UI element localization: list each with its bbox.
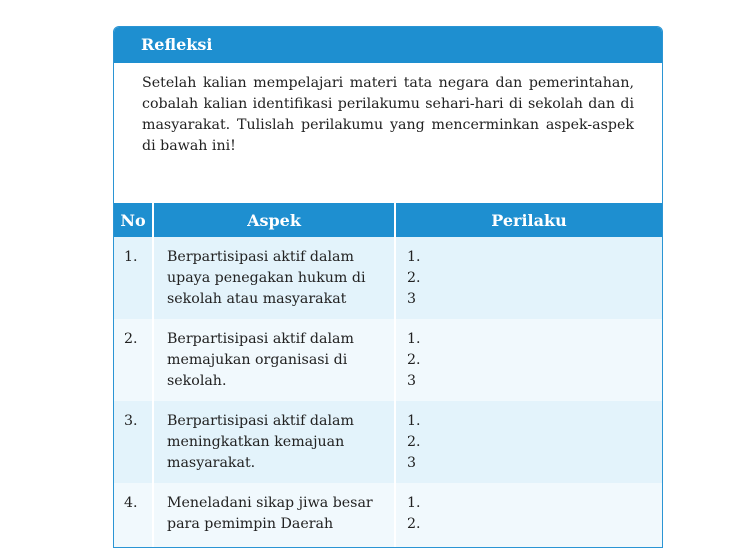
- behavior-item: 2.: [407, 516, 421, 532]
- row-number: 3.: [114, 401, 153, 483]
- behavior-item: 2.: [407, 352, 421, 368]
- table-row: [114, 401, 662, 483]
- behavior-cell: [395, 483, 662, 548]
- row-number: 2.: [114, 319, 153, 401]
- behavior-item: 3: [407, 455, 417, 471]
- aspect-line: Berpartisipasi aktif dalam: [167, 413, 354, 429]
- row-number: 4.: [114, 483, 153, 548]
- behavior-cell: [395, 237, 662, 319]
- table-row: [114, 483, 662, 548]
- behavior-item: 1.: [407, 331, 421, 347]
- aspect-line: Meneladani sikap jiwa besar: [167, 495, 373, 511]
- aspect-line: meningkatkan kemajuan: [167, 434, 345, 450]
- behavior-item: 3: [407, 373, 417, 389]
- table-row: [114, 237, 662, 319]
- behavior-item: 2.: [407, 434, 421, 450]
- aspect-cell: [153, 319, 395, 401]
- behavior-item: 2.: [407, 270, 421, 286]
- behavior-item: 3: [407, 291, 417, 307]
- header-no: No: [114, 203, 153, 237]
- aspect-line: sekolah.: [167, 373, 227, 389]
- aspect-line: upaya penegakan hukum di: [167, 270, 366, 286]
- aspect-line: para pemimpin Daerah: [167, 516, 334, 532]
- reflection-table: [114, 203, 662, 548]
- table-header-row: [114, 203, 662, 237]
- aspect-cell: [153, 401, 395, 483]
- reflection-card: [113, 26, 663, 548]
- aspect-line: masyarakat.: [167, 455, 256, 471]
- behavior-item: 1.: [407, 413, 421, 429]
- aspect-cell: [153, 483, 395, 548]
- aspect-line: Berpartisipasi aktif dalam: [167, 331, 354, 347]
- card-title: Refleksi: [114, 27, 662, 63]
- aspect-line: memajukan organisasi di: [167, 352, 348, 368]
- behavior-cell: [395, 319, 662, 401]
- intro-paragraph: Setelah kalian mempelajari materi tata negara dan pemerintahan, cobalah kalian identifikasi perilakumu sehari-hari di sekolah dan di masyarakat. Tulislah perilakumu yang mencerminkan aspek-aspek di bawah ini!: [142, 75, 634, 154]
- aspect-line: Berpartisipasi aktif dalam: [167, 249, 354, 265]
- header-aspek: Aspek: [153, 203, 395, 237]
- header-perilaku: Perilaku: [395, 203, 662, 237]
- aspect-cell: [153, 237, 395, 319]
- behavior-cell: [395, 401, 662, 483]
- behavior-item: 1.: [407, 495, 421, 511]
- row-number: 1.: [114, 237, 153, 319]
- behavior-item: 1.: [407, 249, 421, 265]
- aspect-line: sekolah atau masyarakat: [167, 291, 347, 307]
- table-row: [114, 319, 662, 401]
